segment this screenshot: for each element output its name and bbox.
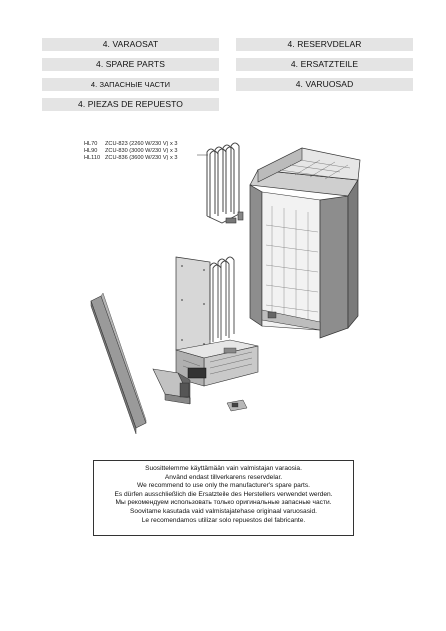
header-no: 4. RESERVDELAR xyxy=(236,38,413,51)
notice-line-de: Es dürfen ausschließlich die Ersatzteile des Herstellers verwendet werden. xyxy=(114,490,333,498)
bracket-part-drawing xyxy=(227,400,247,411)
heater-part: ZCU-836 (3600 W/230 V) x 3 xyxy=(105,155,178,162)
header-ru: 4. ЗАПАСНЫЕ ЧАСТИ xyxy=(42,78,219,91)
notice-line-sv: Använd endast tillverkarens reservdelar. xyxy=(164,473,283,481)
header-es: 4. PIEZAS DE REPUESTO xyxy=(42,98,219,111)
front-panel-drawing xyxy=(91,293,146,434)
heater-part: ZCU-830 (3000 W/230 V) x 3 xyxy=(105,148,178,155)
header-en: 4. SPARE PARTS xyxy=(42,58,219,71)
heater-model: HL90 xyxy=(84,148,98,155)
header-fi: 4. VARAOSAT xyxy=(42,38,219,51)
heater-housing-drawing xyxy=(250,148,360,338)
heater-part: ZCU-823 (2260 W/230 V) x 3 xyxy=(105,141,178,147)
header-de: 4. ERSATZTEILE xyxy=(236,58,413,71)
notice-line-en: We recommend to use only the manufacturer's spare parts. xyxy=(136,482,311,490)
internal-unit-drawing xyxy=(176,257,258,386)
header-et: 4. VARUOSAD xyxy=(236,78,413,91)
heater-model: HL110 xyxy=(84,155,101,162)
notice-line-ru: Мы рекомендуем использовать только оригинальные запасные части. xyxy=(115,499,332,507)
notice-line-et: Soovitame kasutada vaid valmistajatehase originaal varuosasid. xyxy=(130,507,317,515)
notice-line-es: Le recomendamos utilizar solo repuestos del fabricante. xyxy=(141,516,306,524)
spare-parts-notice xyxy=(93,460,354,536)
notice-line-fi: Suosittelemme käyttämään vain valmistajan varaosia. xyxy=(145,465,302,472)
heater-model: HL70 xyxy=(84,141,98,147)
heating-element-drawing xyxy=(207,143,243,223)
